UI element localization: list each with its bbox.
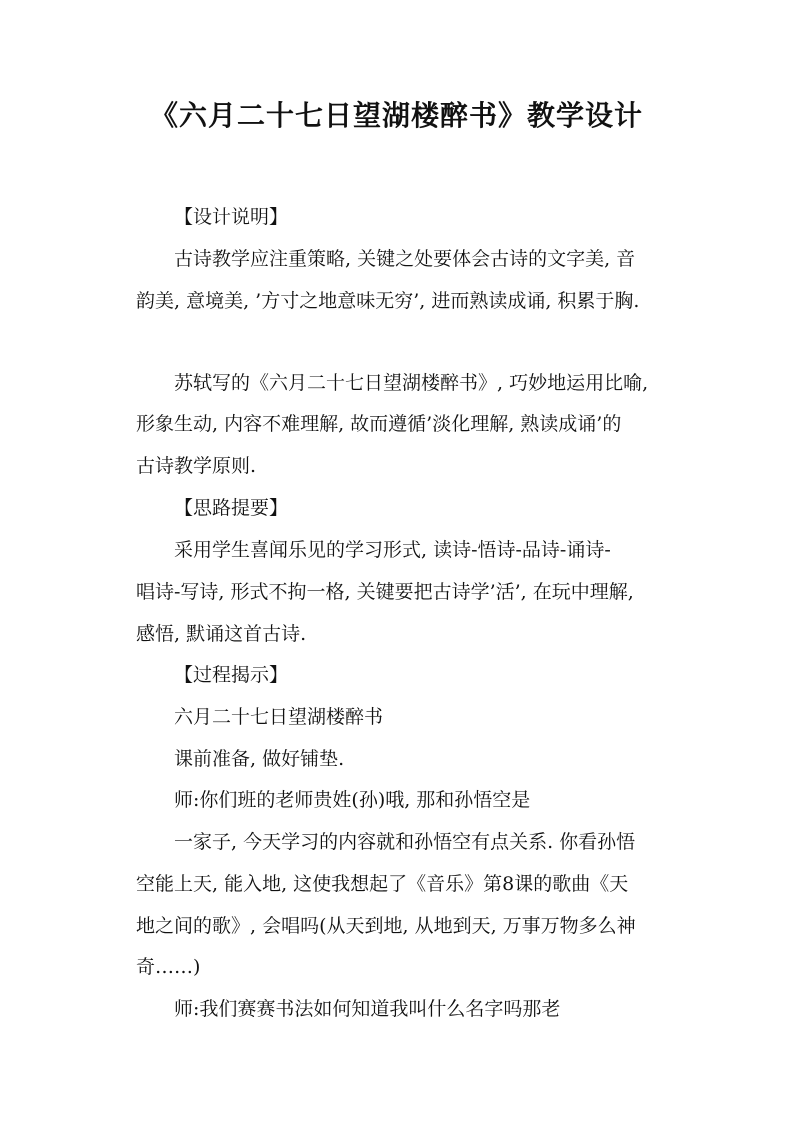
paragraph-line: 奇……) — [136, 956, 201, 978]
paragraph-line: 形象生动, 内容不难理解, 故而遵循’淡化理解, 熟读成诵’的 — [136, 413, 622, 435]
paragraph-line: 古诗教学应注重策略, 关键之处要体会古诗的文字美, 音 — [174, 248, 636, 270]
paragraph-line: 古诗教学原则. — [136, 455, 257, 477]
paragraph-line: 韵美, 意境美, ’方寸之地意味无穷’, 进而熟读成诵, 积累于胸. — [136, 290, 640, 312]
section-heading-process: 【过程揭示】 — [174, 664, 289, 686]
paragraph-line: 空能上天, 能入地, 这使我想起了《音乐》第8课的歌曲《天 — [136, 873, 629, 895]
paragraph-line: 地之间的歌》, 会唱吗(从天到地, 从地到天, 万事万物多么神 — [136, 915, 636, 937]
section-heading-approach: 【思路提要】 — [174, 497, 289, 519]
paragraph-line: 师:你们班的老师贵姓(孙)哦, 那和孙悟空是 — [174, 789, 531, 811]
paragraph-line: 六月二十七日望湖楼醉书 — [174, 706, 384, 728]
paragraph-line: 一家子, 今天学习的内容就和孙悟空有点关系. 你看孙悟 — [174, 831, 636, 853]
section-heading-design-notes: 【设计说明】 — [174, 206, 289, 228]
paragraph-line: 唱诗-写诗, 形式不拘一格, 关键要把古诗学’活’, 在玩中理解, — [136, 581, 634, 603]
document-title: 《六月二十七日望湖楼醉书》教学设计 — [149, 99, 643, 132]
paragraph-line: 师:我们赛赛书法如何知道我叫什么名字吗那老 — [174, 998, 561, 1020]
paragraph-line: 采用学生喜闻乐见的学习形式, 读诗-悟诗-品诗-诵诗- — [174, 539, 611, 561]
paragraph-line: 苏轼写的《六月二十七日望湖楼醉书》, 巧妙地运用比喻, — [174, 372, 649, 394]
paragraph-line: 课前准备, 做好铺垫. — [174, 748, 345, 770]
paragraph-line: 感悟, 默诵这首古诗. — [136, 623, 307, 645]
